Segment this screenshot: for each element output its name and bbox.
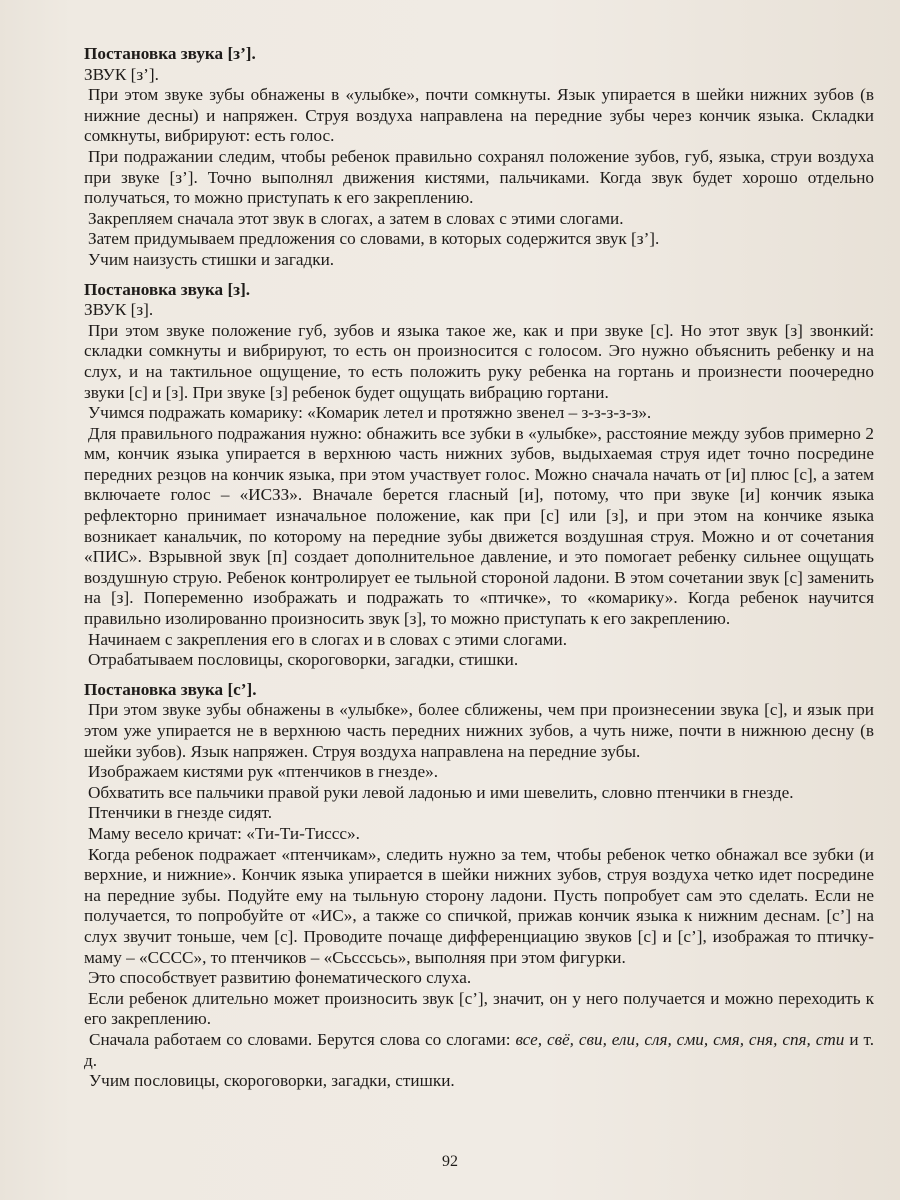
- section-z-soft: [84, 44, 874, 271]
- paragraph: Если ребенок длительно может произносить звук [с’], значит, он у него получается и можно переходить к его закреплению.: [84, 988, 874, 1029]
- page-content: [84, 44, 874, 1101]
- paragraph: Обхватить все пальчики правой руки левой ладонью и ими шевелить, словно птенчики в гнезде.: [88, 782, 794, 802]
- paragraph: Изображаем кистями рук «птенчиков в гнезде».: [88, 762, 439, 782]
- paragraph: Когда ребенок подражает «птенчикам», следить нужно за тем, чтобы ребенок четко обнажал все зубки (и верхние, и нижние». Кончик языка упирается в шейки нижних зубов, струя воздуха четко идет посредине на передние зубы. Подуйте ему на тыльную сторону ладони. Пусть попробует сам это сделать. Если не получается, то попробуйте от «ИС», а также со спичкой, прижав кончик языка к нижним деснам. [с’] на слух звучит тоньше, чем [с]. Проводите почаще дифференциацию звуков [с] и [с’], изображая то птичку-маму – «СССС», то птенчиков – «Сьсссьсь», выполняя при этом фигурки.: [84, 844, 874, 967]
- paragraph: При подражании следим, чтобы ребенок правильно сохранял положение зубов, губ, языка, струи воздуха при звуке [з’]. Точно выполнял движения кистями, пальчиками. Когда звук будет хорошо отдельно получаться, то можно приступать к его закреплению.: [84, 146, 874, 208]
- section-subheading: ЗВУК [з’].: [84, 64, 159, 84]
- paragraph: При этом звуке зубы обнажены в «улыбке», почти сомкнуты. Язык упирается в шейки нижних зубов (в нижние десны) и напряжен. Струя воздуха направлена на передние зубы через кончик языка. Складки сомкнуты, вибрируют: есть голос.: [84, 85, 874, 146]
- syllables-paragraph: [84, 1030, 874, 1071]
- page-number: 92: [442, 1153, 458, 1170]
- paragraph: Закрепляем сначала этот звук в слогах, а затем в словах с этими слогами.: [88, 208, 624, 228]
- section-heading: Постановка звука [з].: [84, 279, 251, 299]
- paragraph: Птенчики в гнезде сидят.: [88, 803, 273, 823]
- paragraph: При этом звуке зубы обнажены в «улыбке», более сближены, чем при произнесении звука [с], и язык при этом уже упирается не в верхнюю часть передних нижних зубов, а чуть ниже, почти в нижнюю десну (в шейки зубов). Язык напряжен. Струя воздуха направлена на передние зубы.: [84, 700, 874, 761]
- paragraph: При этом звуке положение губ, зубов и языка такое же, как и при звуке [с]. Но этот звук [з] звонкий: складки сомкнуты и вибрируют, то есть он произносится с голосом. Эго нужно объяснить ребенку и на слух, и на тактильное ощущение, то есть положить руку ребенка на гортань и произнести поочередно звуки [с] и [з]. При звуке [з] ребенок будет ощущать вибрацию гортани.: [84, 320, 874, 402]
- section-subheading: ЗВУК [з].: [84, 300, 154, 320]
- paragraph: Начинаем с закрепления его в слогах и в словах с этими слогами.: [88, 629, 568, 649]
- closing-paragraph: Учим пословицы, скороговорки, загадки, стишки.: [89, 1071, 455, 1091]
- paragraph: Маму весело кричат: «Ти-Ти-Тиссс».: [88, 823, 360, 843]
- paragraph: Для правильного подражания нужно: обнажить все зубки в «улыбке», расстояние между зубов примерно 2 мм, кончик языка упирается в верхнюю часть нижних зубов, выдыхаемая струя идет точно посредине передних резцов на кончик языка, при этом участвует голос. Можно сначала начать от [и] плюс [с], а затем включаете голос – «ИСЗЗ». Вначале берется гласный [и], потому, что при звуке [и] кончик языка рефлекторно принимает изначальное положение, как при [с] или [з], и при этом на кончике языка возникает канальчик, по которому на передние зубы движется воздушная струя. Можно и от сочетания «ПИС». Взрывной звук [п] создает дополнительное давление, и это помогает ребенку сильнее ощущать воздушную струю. Ребенок контролирует ее тыльной стороной ладони. В этом сочетании звук [с] заменить на [з]. Попеременно изображать и подражать то «птичке», то «комарику». Когда ребенок научится правильно изолированно произносить звук [з], то можно приступать к его закреплению.: [84, 423, 874, 629]
- paragraph: Отрабатываем пословицы, скороговорки, загадки, стишки.: [88, 650, 519, 670]
- section-z: [84, 280, 874, 671]
- paragraph: Учимся подражать комарику: «Комарик летел и протяжно звенел – з-з-з-з-з».: [88, 403, 652, 423]
- paragraph: Это способствует развитию фонематического слуха.: [88, 968, 472, 988]
- section-heading: Постановка звука [з’].: [84, 44, 256, 63]
- section-heading: Постановка звука [с’].: [84, 679, 257, 699]
- paragraph: Учим наизусть стишки и загадки.: [88, 249, 335, 269]
- syllables-lead: Сначала работаем со словами. Берутся слова со слогами:: [89, 1029, 516, 1049]
- syllables-list: все, свё, сви, ели, сля, сми, смя, сня, спя, сти: [515, 1029, 845, 1049]
- section-s-soft: [84, 680, 874, 1092]
- syllables-tail: и т. д.: [84, 1029, 874, 1070]
- paragraph: Затем придумываем предложения со словами, в которых содержится звук [з’].: [88, 229, 660, 249]
